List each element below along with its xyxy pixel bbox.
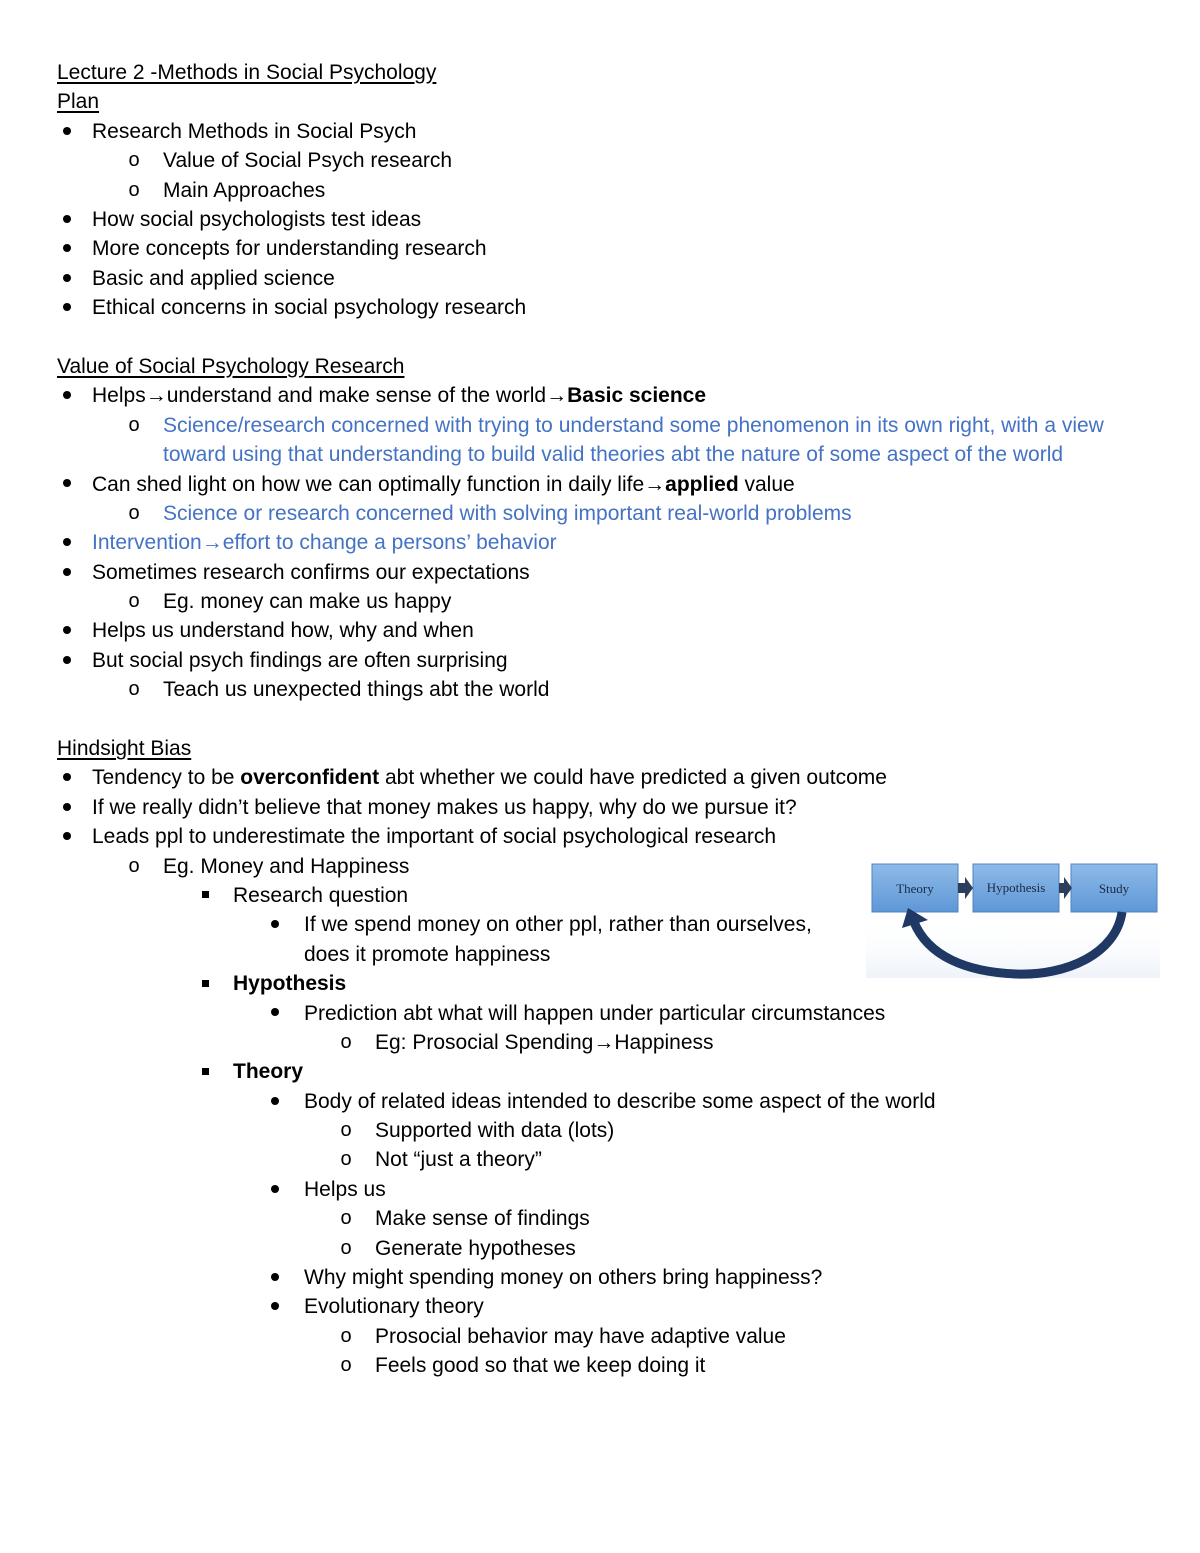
list-item: If we really didn’t believe that money makes us happy, why do we pursue it? — [57, 793, 1157, 822]
list-item: How social psychologists test ideas — [57, 205, 1157, 234]
bullet-ring: o — [128, 149, 140, 172]
list-item: o Value of Social Psych research — [57, 146, 1157, 175]
bullet-ring: o — [128, 178, 140, 201]
bullet-square — [195, 1057, 215, 1086]
bullet-ring: o — [128, 854, 140, 877]
bullet-dot — [57, 234, 77, 263]
document-title: Lecture 2 -Methods in Social Psychology — [57, 61, 437, 84]
diagram-label-theory: Theory — [896, 881, 934, 896]
arrow-icon: → — [546, 384, 568, 408]
bullet-ring: o — [128, 590, 140, 613]
list-item: Leads ppl to underestimate the important of social psychological research — [57, 822, 1157, 851]
spacer — [57, 705, 1157, 734]
bullet-ring: o — [128, 678, 140, 701]
list-item: Intervention→effort to change a persons’ behavior — [57, 528, 1157, 557]
bullet-ring: o — [340, 1324, 352, 1347]
bullet-dot — [57, 528, 77, 557]
list-item: Body of related ideas intended to describe some aspect of the world — [57, 1087, 1157, 1116]
bullet-ring: o — [128, 413, 140, 436]
list-item: If we spend money on other ppl, rather than ourselves, — [57, 910, 1157, 939]
list-item: o Make sense of findings — [57, 1204, 1157, 1233]
document-page — [57, 58, 1157, 1381]
bullet-dot — [57, 822, 77, 851]
bullet-ring: o — [340, 1207, 352, 1230]
bullet-dot — [265, 1292, 285, 1321]
spacer — [57, 323, 1157, 352]
list-item: o Teach us unexpected things abt the world — [57, 675, 1157, 704]
bullet-dot — [265, 910, 285, 939]
list-item: Helps us understand how, why and when — [57, 616, 1157, 645]
list-item: But social psych findings are often surprising — [57, 646, 1157, 675]
diagram-label-study: Study — [1098, 881, 1130, 896]
bullet-dot — [265, 1263, 285, 1292]
bullet-ring: o — [340, 1354, 352, 1377]
bullet-ring: o — [340, 1148, 352, 1171]
arrow-icon: → — [644, 472, 666, 496]
list-item: Tendency to be overconfident abt whether we could have predicted a given outcome — [57, 763, 1157, 792]
bullet-ring: o — [340, 1236, 352, 1259]
list-item: o Generate hypotheses — [57, 1234, 1157, 1263]
list-item: Prediction abt what will happen under particular circumstances — [57, 999, 1157, 1028]
list-item: Research question — [57, 881, 1157, 910]
bullet-dot — [265, 999, 285, 1028]
bullet-dot — [57, 293, 77, 322]
bullet-dot — [57, 558, 77, 587]
arrow-icon: → — [145, 384, 167, 408]
list-item: Helps→understand and make sense of the world→Basic science — [57, 381, 1157, 410]
bullet-ring: o — [128, 501, 140, 524]
arrow-right-icon — [1059, 877, 1072, 899]
list-item: o Eg: Prosocial Spending→Happiness — [57, 1028, 1157, 1057]
list-item: o Eg. money can make us happy — [57, 587, 1157, 616]
diagram-label-hypothesis: Hypothesis — [986, 880, 1046, 895]
plan-heading: Plan — [57, 90, 100, 114]
section-heading-hindsight: Hindsight Bias — [57, 737, 192, 761]
list-item: Hypothesis — [57, 969, 1157, 998]
list-item: o Not “just a theory” — [57, 1145, 1157, 1174]
list-item: Sometimes research confirms our expectations — [57, 558, 1157, 587]
arrow-icon: → — [201, 531, 223, 555]
bullet-square — [195, 969, 215, 998]
arrow-icon: → — [593, 1030, 615, 1054]
bullet-dot — [265, 1175, 285, 1204]
list-item: o Feels good so that we keep doing it — [57, 1351, 1157, 1380]
section-heading-value: Value of Social Psychology Research — [57, 354, 405, 378]
arrow-right-icon — [958, 877, 973, 899]
list-item: o Science or research concerned with solving important real-world problems — [57, 499, 1157, 528]
list-item: o Main Approaches — [57, 176, 1157, 205]
list-item-continuation: does it promote happiness — [304, 942, 551, 966]
bullet-dot — [57, 264, 77, 293]
list-item: Theory — [57, 1057, 1157, 1086]
bullet-square — [195, 881, 215, 910]
bullet-dot — [265, 1087, 285, 1116]
list-item: Research Methods in Social Psych — [57, 117, 1157, 146]
bullet-dot — [57, 793, 77, 822]
bullet-ring: o — [340, 1119, 352, 1142]
list-item: o Science/research concerned with trying to understand some phenomenon in its own right, with a view toward using that understanding to build valid theories abt the nature of some aspect of the world — [57, 411, 1143, 470]
list-item: Helps us — [57, 1175, 1157, 1204]
bullet-dot — [57, 470, 77, 499]
bullet-dot — [57, 646, 77, 675]
list-item: Ethical concerns in social psychology research — [57, 293, 1157, 322]
theory-hypothesis-study-diagram — [866, 858, 1160, 980]
bullet-dot — [57, 117, 77, 146]
bullet-ring: o — [340, 1030, 352, 1053]
list-item: Basic and applied science — [57, 264, 1157, 293]
list-item: o Prosocial behavior may have adaptive value — [57, 1322, 1157, 1351]
list-item: Can shed light on how we can optimally function in daily life→applied value — [57, 470, 1157, 499]
bullet-dot — [57, 205, 77, 234]
list-item: Why might spending money on others bring happiness? — [57, 1263, 1157, 1292]
list-item: Evolutionary theory — [57, 1292, 1157, 1321]
list-item: More concepts for understanding research — [57, 234, 1157, 263]
list-item: o Supported with data (lots) — [57, 1116, 1157, 1145]
list-item: o Eg. Money and Happiness — [57, 852, 1157, 881]
bullet-dot — [57, 381, 77, 410]
bullet-dot — [57, 616, 77, 645]
bullet-dot — [57, 763, 77, 792]
